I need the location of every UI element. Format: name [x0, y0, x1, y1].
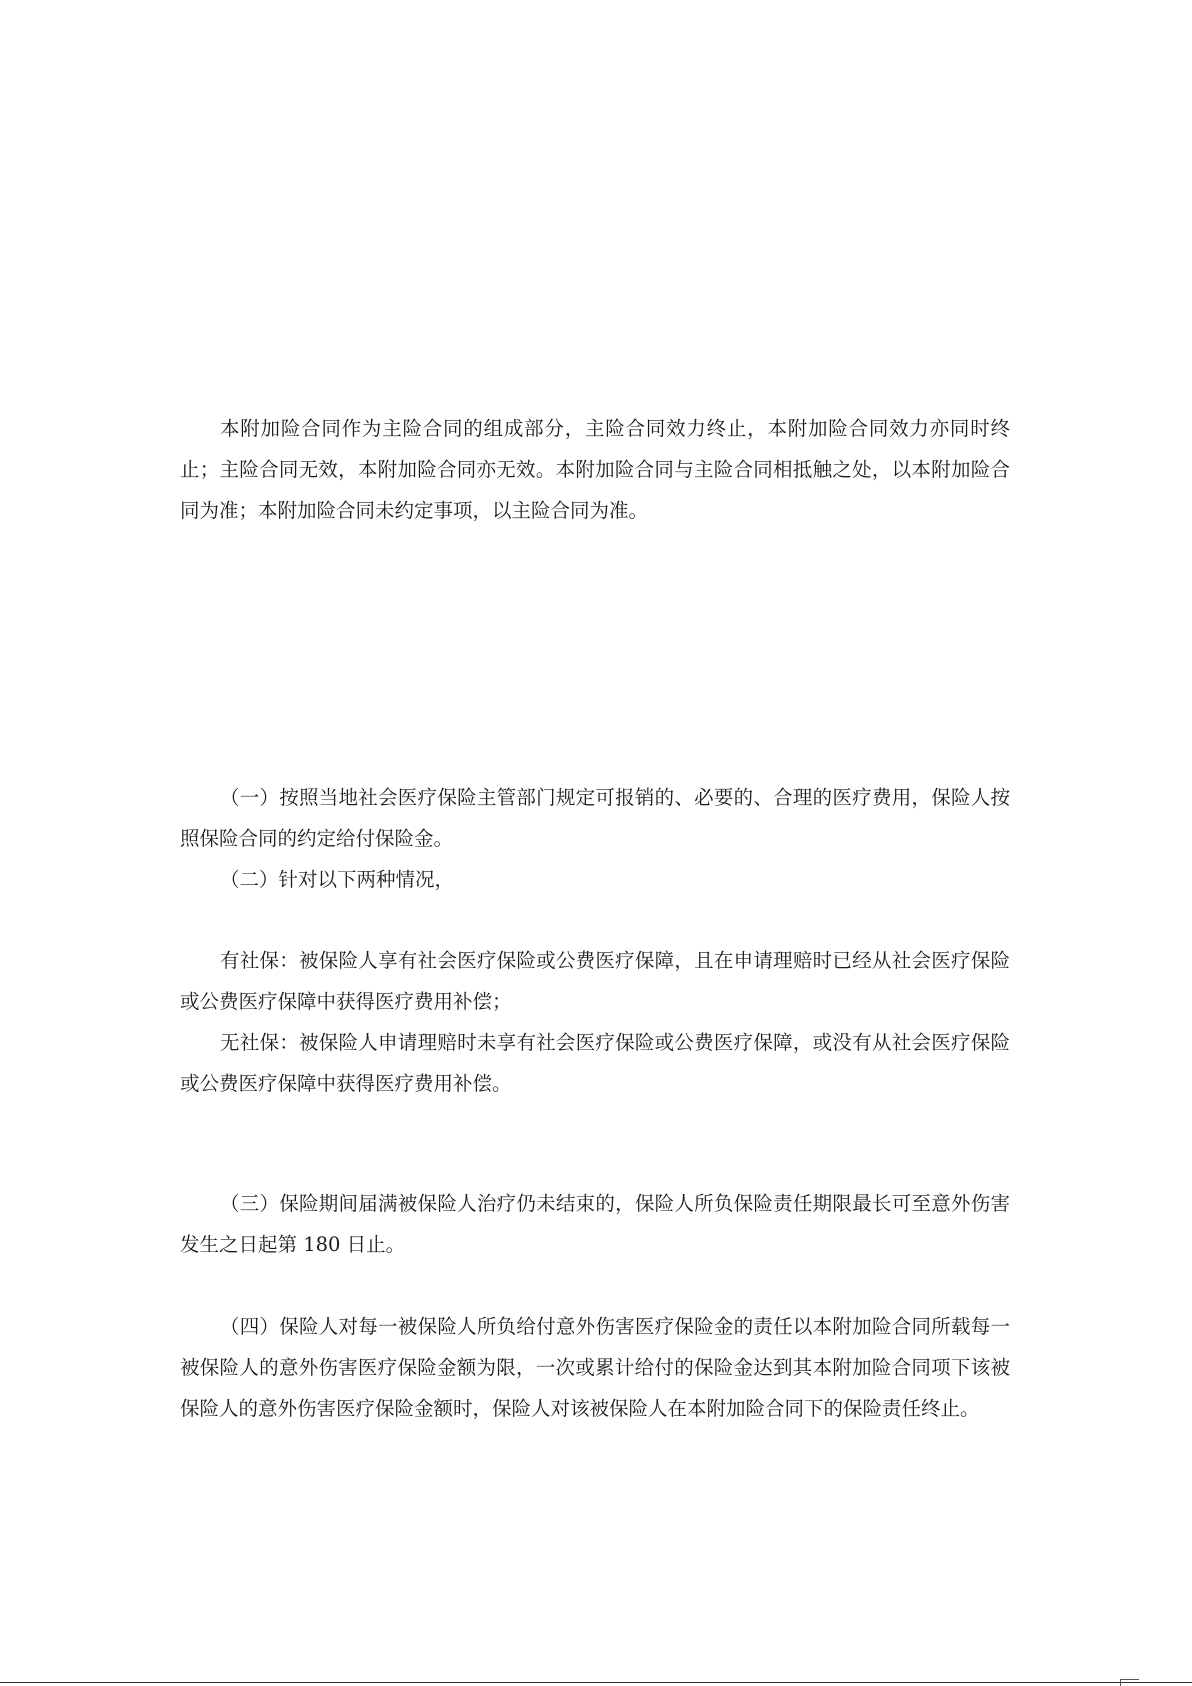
- paragraph-without-social-insurance: 无社保：被保险人申请理赔时未享有社会医疗保险或公费医疗保障，或没有从社会医疗保险或公费医疗保障中获得医疗费用补偿。: [180, 1031, 1010, 1095]
- paragraph-clause-4: （四）保险人对每一被保险人所负给付意外伤害医疗保险金的责任以本附加险合同所载每一被保险人的意外伤害医疗保险金额为限，一次或累计给付的保险金达到其本附加险合同项下该被保险人的意外伤害医疗保险金额时，保险人对该被保险人在本附加险合同下的保险责任终止。: [180, 1315, 1010, 1420]
- paragraph-rider-validity: 本附加险合同作为主险合同的组成部分，主险合同效力终止，本附加险合同效力亦同时终止；主险合同无效，本附加险合同亦无效。本附加险合同与主险合同相抵触之处，以本附加险合同为准；本附加险合同未约定事项，以主险合同为准。: [180, 417, 1010, 522]
- paragraph-with-social-insurance: 有社保：被保险人享有社会医疗保险或公费医疗保障，且在申请理赔时已经从社会医疗保险或公费医疗保障中获得医疗费用补偿；: [180, 949, 1010, 1013]
- paragraph-clause-3: （三）保险期间届满被保险人治疗仍未结束的，保险人所负保险责任期限最长可至意外伤害发生之日起第 180 日止。: [180, 1192, 1010, 1256]
- paragraph-clause-2: （二）针对以下两种情况，: [220, 868, 455, 891]
- page-bottom-rule: [0, 1682, 1192, 1683]
- paragraph-clause-1: （一）按照当地社会医疗保险主管部门规定可报销的、必要的、合理的医疗费用，保险人按照保险合同的约定给付保险金。: [180, 786, 1010, 850]
